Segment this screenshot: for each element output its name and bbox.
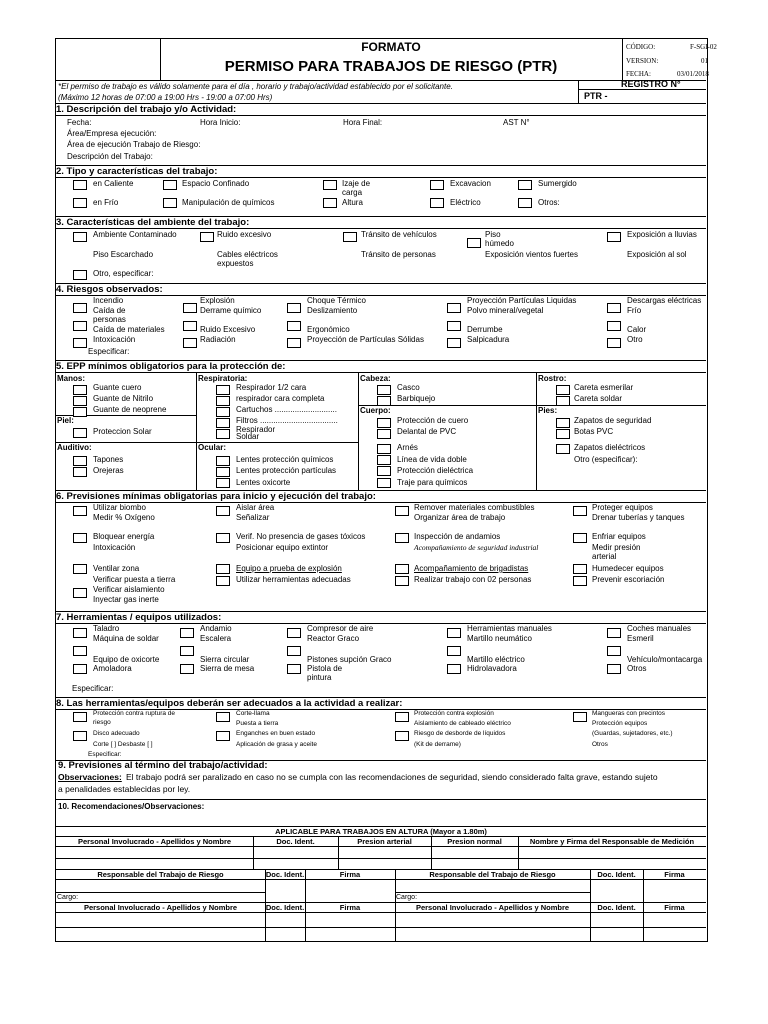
- option-label: Remover materiales combustibles: [414, 503, 535, 512]
- checkbox[interactable]: [287, 321, 301, 331]
- option-label: Choque Térmico: [307, 296, 366, 305]
- option-label: Riesgo de desborde de líquidos: [414, 730, 506, 737]
- validity-note: *El permiso de trabajo es válido solamente para el día , horario y trabajo/actividad establecido por el solicitante.: [58, 82, 453, 91]
- option-label: Derrame químico: [200, 306, 262, 315]
- option-label: Salpicadura: [467, 335, 510, 344]
- option-label: Taladro: [93, 624, 120, 633]
- checkbox[interactable]: [180, 646, 194, 656]
- option-label: (Guardas, sujetadores, etc.): [592, 730, 673, 737]
- checkbox[interactable]: [377, 466, 391, 476]
- checkbox[interactable]: [377, 478, 391, 488]
- option-label: Protección de cuero: [397, 416, 469, 425]
- checkbox[interactable]: [430, 180, 444, 190]
- option-label: Corte-llama: [236, 710, 270, 717]
- checkbox[interactable]: [73, 385, 87, 395]
- option-label: Protección contra ruptura de riesgo: [93, 710, 176, 726]
- area-empresa-label: Área/Empresa ejecución:: [67, 129, 157, 138]
- checkbox[interactable]: [73, 588, 87, 598]
- option-label: Verif. No presencia de gases tóxicos: [236, 532, 366, 541]
- col-doc: Doc. Ident.: [265, 903, 305, 912]
- checkbox[interactable]: [216, 385, 230, 395]
- piel-label: Piel:: [57, 416, 74, 425]
- col-firma: Firma: [664, 870, 685, 879]
- option-label: Vehículo/montacarga: [627, 655, 703, 664]
- observaciones-label: Observaciones:: [58, 772, 122, 782]
- fecha-value: 03/01/2018: [677, 70, 709, 78]
- option-label: Tránsito de vehículos: [361, 230, 437, 239]
- option-label: en Caliente: [93, 179, 134, 188]
- checkbox[interactable]: [556, 418, 570, 428]
- option-label: en Frío: [93, 198, 119, 207]
- checkbox[interactable]: [287, 338, 301, 348]
- checkbox[interactable]: [607, 646, 621, 656]
- option-label: Radiación: [200, 335, 236, 344]
- option-label: Tapones: [93, 455, 124, 464]
- checkbox[interactable]: [323, 180, 337, 190]
- option-label: Polvo mineral/vegetal: [467, 306, 544, 315]
- section-7-title: 7. Herramientas / equipos utilizados:: [56, 611, 706, 624]
- option-label: Máquina de soldar: [93, 634, 159, 643]
- checkbox[interactable]: [216, 506, 230, 516]
- option-label: Martillo neumático: [467, 634, 532, 643]
- option-label: Enfriar equipos: [592, 532, 646, 541]
- option-label: Botas PVC: [574, 427, 614, 436]
- option-label: Andamio: [200, 624, 232, 633]
- option-label: Protección contra explosión: [414, 710, 494, 717]
- option-label: Tránsito de personas: [361, 250, 436, 259]
- checkbox[interactable]: [183, 321, 197, 331]
- ptr-label[interactable]: PTR -: [584, 91, 608, 101]
- altura-table-title: APLICABLE PARA TRABAJOS EN ALTURA (Mayor a 1.80m): [275, 827, 487, 836]
- option-label: Piso húmedo: [485, 230, 514, 248]
- checkbox[interactable]: [607, 338, 621, 348]
- checkbox[interactable]: [73, 646, 87, 656]
- option-label: Careta soldar: [574, 394, 623, 403]
- checkbox[interactable]: [73, 232, 87, 242]
- option-label: Pistones supción Graco: [307, 655, 392, 664]
- checkbox[interactable]: [287, 303, 301, 313]
- option-label: Organizar área de trabajo: [414, 513, 506, 522]
- checkbox[interactable]: [395, 564, 409, 574]
- respiratoria-label: Respiratoria:: [198, 374, 248, 383]
- checkbox[interactable]: [377, 396, 391, 406]
- option-label: Acompañamiento de seguridad industrial: [414, 543, 539, 552]
- option-label: Prevenir escoriación: [592, 575, 665, 584]
- checkbox[interactable]: [73, 664, 87, 674]
- option-label: Exposición al sol: [627, 250, 687, 259]
- checkbox[interactable]: [180, 628, 194, 638]
- option-label: Sierra de mesa: [200, 664, 255, 673]
- checkbox[interactable]: [216, 407, 230, 417]
- checkbox[interactable]: [556, 396, 570, 406]
- checkbox[interactable]: [447, 321, 461, 331]
- checkbox[interactable]: [377, 418, 391, 428]
- checkbox[interactable]: [447, 628, 461, 638]
- option-label: Proteger equipos: [592, 503, 653, 512]
- option-label: Compresor de aire: [307, 624, 374, 633]
- option-label: Respirador Soldar: [236, 425, 276, 441]
- section-8-title: 8. Las herramientas/equipos deberán ser adecuados a la actividad a realizar:: [56, 697, 706, 710]
- option-label: Inyectar gas inerte: [93, 595, 159, 604]
- col-personal: Personal Involucrado - Apellidos y Nombre: [83, 903, 238, 912]
- col-doc: Doc. Ident.: [265, 870, 305, 879]
- checkbox[interactable]: [163, 198, 177, 208]
- descripcion-label: Descripción del Trabajo:: [67, 152, 153, 161]
- option-label: Equipo de oxicorte: [93, 655, 160, 664]
- checkbox[interactable]: [377, 455, 391, 465]
- checkbox[interactable]: [73, 321, 87, 331]
- cuerpo-label: Cuerpo:: [360, 406, 391, 415]
- option-label: Ambiente Contaminado: [93, 230, 177, 239]
- checkbox[interactable]: [395, 576, 409, 586]
- option-label: Protección equipos: [592, 720, 648, 727]
- checkbox[interactable]: [287, 664, 301, 674]
- option-label: Barbiquejo: [397, 394, 436, 403]
- section-10-title: 10. Recomendaciones/Observaciones:: [58, 802, 205, 811]
- checkbox[interactable]: [395, 506, 409, 516]
- page-title: PERMISO PARA TRABAJOS DE RIESGO (PTR): [224, 58, 558, 75]
- option-label: Otros:: [538, 198, 560, 207]
- checkbox[interactable]: [183, 338, 197, 348]
- option-label: Señalizar: [236, 513, 270, 522]
- checkbox[interactable]: [573, 506, 587, 516]
- option-label: Altura: [342, 198, 363, 207]
- option-label: Sumergido: [538, 179, 577, 188]
- option-label: Ruido excesivo: [217, 230, 272, 239]
- checkbox[interactable]: [73, 506, 87, 516]
- checkbox[interactable]: [377, 385, 391, 395]
- version-label: VERSION:: [626, 57, 659, 65]
- option-label: Guante de neoprene: [93, 405, 167, 414]
- observaciones-text-2: a penalidades establecidas por ley.: [58, 784, 191, 794]
- col-responsable: Responsable del Trabajo de Riesgo: [429, 870, 556, 879]
- checkbox[interactable]: [216, 456, 230, 466]
- option-label: Orejeras: [93, 466, 124, 475]
- col-presion-arterial: Presion arterial: [357, 837, 412, 846]
- checkbox[interactable]: [447, 303, 461, 313]
- col-responsable: Responsable del Trabajo de Riesgo: [97, 870, 224, 879]
- observaciones-text: El trabajo podrá ser paralizado en caso no se cumpla con las recomendaciones de seguridad, siendo considerado falta grave, estando sujeto: [126, 772, 658, 782]
- option-label: Verificar aislamiento: [93, 585, 165, 594]
- checkbox[interactable]: [73, 270, 87, 280]
- option-label: Puesta a tierra: [236, 720, 279, 727]
- checkbox[interactable]: [73, 428, 87, 438]
- manos-label: Manos:: [57, 374, 85, 383]
- checkbox[interactable]: [323, 198, 337, 208]
- option-label: Espacio Confinado: [182, 179, 250, 188]
- option-label: Izaje de carga: [342, 179, 371, 197]
- section-4-title: 4. Riesgos observados:: [56, 283, 706, 296]
- checkbox[interactable]: [607, 628, 621, 638]
- checkbox[interactable]: [447, 338, 461, 348]
- section-3-title: 3. Características del ambiente del trabajo:: [56, 216, 706, 229]
- checkbox[interactable]: [467, 238, 481, 248]
- specify-label: Especificar:: [88, 347, 130, 356]
- checkbox[interactable]: [216, 731, 230, 741]
- option-label: Martillo eléctrico: [467, 655, 525, 664]
- option-label: Arnés: [397, 443, 418, 452]
- rostro-label: Rostro:: [538, 374, 567, 383]
- option-label: Deslizamiento: [307, 306, 358, 315]
- option-label: Enganches en buen estado: [236, 730, 316, 737]
- option-label: Humedecer equipos: [592, 564, 664, 573]
- option-label: Guante de Nitrilo: [93, 394, 154, 403]
- checkbox[interactable]: [395, 731, 409, 741]
- option-label: Exposición vientos fuertes: [485, 250, 578, 259]
- option-label: Hidrolavadora: [467, 664, 517, 673]
- ast-label: AST N°: [503, 118, 530, 127]
- checkbox[interactable]: [73, 338, 87, 348]
- checkbox[interactable]: [343, 232, 357, 242]
- option-label: Ventilar zona: [93, 564, 140, 573]
- col-firma: Firma: [339, 870, 361, 879]
- fecha-label: FECHA:: [626, 70, 651, 78]
- option-label: Frío: [627, 306, 642, 315]
- cabeza-label: Cabeza:: [360, 374, 391, 383]
- option-label: Otro: [627, 335, 643, 344]
- checkbox[interactable]: [73, 731, 87, 741]
- option-label: Traje para químicos: [397, 478, 468, 487]
- checkbox[interactable]: [73, 407, 87, 417]
- option-label: Guante cuero: [93, 383, 142, 392]
- option-label: Reactor Graco: [307, 634, 360, 643]
- checkbox[interactable]: [556, 444, 570, 454]
- cargo-label: Cargo:: [396, 894, 418, 901]
- col-personal: Personal Involucrado - Apellidos y Nombre: [77, 837, 232, 846]
- checkbox[interactable]: [73, 467, 87, 477]
- option-label: Aplicación de grasa y aceite: [236, 741, 317, 748]
- option-label: Piso Escarchado: [93, 250, 154, 259]
- checkbox[interactable]: [287, 628, 301, 638]
- checkbox[interactable]: [73, 628, 87, 638]
- option-label: Bloquear energía: [93, 532, 155, 541]
- option-label: Caída de personas: [93, 306, 126, 324]
- option-label: Mangueras con precintos: [592, 710, 665, 717]
- codigo-label: CÓDIGO:: [626, 43, 656, 51]
- specify-label: Especificar:: [72, 684, 114, 693]
- section-9-title: 9. Previsiones al término del trabajo/actividad:: [58, 760, 268, 771]
- option-label: Exposición a lluvias: [627, 230, 697, 239]
- hora-final-label: Hora Final:: [343, 118, 383, 127]
- option-label: Corte [ ] Desbaste [ ]: [93, 741, 153, 748]
- option-label: Ruido Excesivo: [200, 325, 256, 334]
- checkbox[interactable]: [556, 385, 570, 395]
- option-label: Manipulación de químicos: [182, 198, 275, 207]
- codigo-value: F-SGI-02: [690, 43, 717, 51]
- checkbox[interactable]: [73, 456, 87, 466]
- col-personal: Personal Involucrado - Apellidos y Nombre: [415, 903, 570, 912]
- formato-label: FORMATO: [361, 40, 421, 54]
- option-label: Inspección de andamios: [414, 532, 501, 541]
- option-label: Disco adecuado: [93, 730, 140, 737]
- option-label: Casco: [397, 383, 420, 392]
- version-value: 01: [701, 57, 708, 65]
- checkbox[interactable]: [287, 646, 301, 656]
- option-label: Proyección de Partículas Sólidas: [307, 335, 424, 344]
- checkbox[interactable]: [573, 576, 587, 586]
- pies-label: Pies:: [538, 406, 558, 415]
- option-label: Caída de materiales: [93, 325, 165, 334]
- option-label: Delantal de PVC: [397, 427, 457, 436]
- col-doc: Doc. Ident.: [597, 870, 636, 879]
- option-label: Aislamiento de cableado eléctrico: [414, 720, 511, 727]
- option-label: Línea de vida doble: [397, 455, 467, 464]
- checkbox[interactable]: [430, 198, 444, 208]
- option-label: Lentes oxicorte: [236, 478, 291, 487]
- section-1-title: 1. Descripción del trabajo y/o Actividad:: [56, 103, 706, 116]
- option-label: Careta esmerilar: [574, 383, 634, 392]
- checkbox[interactable]: [73, 564, 87, 574]
- option-label: Intoxicación: [93, 543, 136, 552]
- checkbox[interactable]: [573, 564, 587, 574]
- option-label: Descargas eléctricas: [627, 296, 702, 305]
- option-label: Pistola de pintura: [307, 664, 343, 682]
- checkbox[interactable]: [216, 418, 230, 428]
- checkbox[interactable]: [200, 232, 214, 242]
- option-label: Otro (especificar):: [574, 455, 638, 464]
- option-label: Herramientas manuales: [467, 624, 552, 633]
- option-label: Coches manuales: [627, 624, 692, 633]
- checkbox[interactable]: [573, 533, 587, 543]
- checkbox[interactable]: [447, 664, 461, 674]
- option-label: Posicionar equipo extintor: [236, 543, 329, 552]
- checkbox[interactable]: [216, 467, 230, 477]
- option-label: Zapatos dieléctricos: [574, 443, 646, 452]
- checkbox[interactable]: [518, 180, 532, 190]
- checkbox[interactable]: [573, 712, 587, 722]
- checkbox[interactable]: [216, 396, 230, 406]
- checkbox[interactable]: [607, 321, 621, 331]
- option-label: Sierra circular: [200, 655, 250, 664]
- option-label: Explosión: [200, 296, 235, 305]
- specify-label: Especificar:: [88, 751, 122, 758]
- hora-inicio-label: Hora Inicio:: [200, 118, 241, 127]
- section-2-title: 2. Tipo y características del trabajo:: [56, 165, 706, 178]
- option-label: Cables eléctricos expuestos: [217, 250, 278, 268]
- cargo-label: Cargo:: [57, 894, 79, 901]
- col-presion-normal: Presion normal: [447, 837, 502, 846]
- col-doc: Doc. Ident.: [276, 837, 315, 846]
- option-label: (Kit de derrame): [414, 741, 461, 748]
- option-label: Proteccion Solar: [93, 427, 152, 436]
- checkbox[interactable]: [73, 533, 87, 543]
- option-label: Filtros ...................................: [236, 416, 338, 425]
- option-label: Cartuchos ............................: [236, 405, 337, 414]
- checkbox[interactable]: [216, 712, 230, 722]
- checkbox[interactable]: [216, 564, 230, 574]
- checkbox[interactable]: [607, 664, 621, 674]
- option-label: Otro, especificar:: [93, 269, 154, 278]
- option-label: Medir presión arterial: [592, 543, 641, 561]
- checkbox[interactable]: [216, 576, 230, 586]
- option-label: Realizar trabajo con 02 personas: [414, 575, 532, 584]
- checkbox[interactable]: [73, 712, 87, 722]
- section-6-title: 6. Previsiones mínimas obligatorias para inicio y ejecución del trabajo:: [56, 490, 706, 503]
- checkbox[interactable]: [216, 533, 230, 543]
- option-label: Acompañamiento de brigadistas: [414, 564, 529, 573]
- checkbox[interactable]: [183, 303, 197, 313]
- col-firma: Firma: [339, 903, 361, 912]
- option-label: respirador cara completa: [236, 394, 325, 403]
- option-label: Medir % Oxígeno: [93, 513, 155, 522]
- checkbox[interactable]: [607, 303, 621, 313]
- registro-label: REGISTRO N°: [621, 79, 681, 89]
- option-label: Derrumbe: [467, 325, 503, 334]
- option-label: Protección dieléctrica: [397, 466, 474, 475]
- option-label: Calor: [627, 325, 647, 334]
- section-5-title: 5. EPP mínimos obligatorios para la protección de:: [56, 360, 706, 373]
- hours-note: (Máximo 12 horas de 07:00 a 19:00 Hrs - 19:00 a 07:00 Hrs): [58, 93, 273, 102]
- option-label: Utilizar herramientas adecuadas: [236, 575, 351, 584]
- checkbox[interactable]: [73, 396, 87, 406]
- area-riesgo-label: Área de ejecución Trabajo de Riesgo:: [67, 140, 201, 149]
- checkbox[interactable]: [73, 198, 87, 208]
- checkbox[interactable]: [377, 429, 391, 439]
- checkbox[interactable]: [395, 533, 409, 543]
- checkbox[interactable]: [377, 444, 391, 454]
- option-label: Amoladora: [93, 664, 132, 673]
- checkbox[interactable]: [216, 478, 230, 488]
- col-responsable-medicion: Nombre y Firma del Responsable de Medición: [529, 837, 695, 846]
- checkbox[interactable]: [395, 712, 409, 722]
- option-label: Eléctrico: [450, 198, 481, 207]
- col-firma: Firma: [664, 903, 685, 912]
- option-label: Escalera: [200, 634, 232, 643]
- option-label: Otros: [627, 664, 647, 673]
- option-label: Incendio: [93, 296, 124, 305]
- option-label: Lentes protección partículas: [236, 466, 337, 475]
- checkbox[interactable]: [180, 664, 194, 674]
- option-label: Utilizar biombo: [93, 503, 146, 512]
- option-label: Respirador 1/2 cara: [236, 383, 307, 392]
- checkbox[interactable]: [163, 180, 177, 190]
- fecha-field-label: Fecha:: [67, 118, 92, 127]
- checkbox[interactable]: [607, 232, 621, 242]
- option-label: Lentes protección químicos: [236, 455, 334, 464]
- option-label: Excavacion: [450, 179, 491, 188]
- col-doc: Doc. Ident.: [597, 903, 636, 912]
- checkbox[interactable]: [447, 646, 461, 656]
- option-label: Aislar área: [236, 503, 275, 512]
- checkbox[interactable]: [518, 198, 532, 208]
- ocular-label: Ocular:: [198, 443, 227, 452]
- option-label: Drenar tuberías y tanques: [592, 513, 685, 522]
- option-label: Zapatos de seguridad: [574, 416, 652, 425]
- checkbox[interactable]: [73, 180, 87, 190]
- auditivo-label: Auditivo:: [57, 443, 92, 452]
- option-label: Proyección Partículas Liquidas: [467, 296, 577, 305]
- option-label: Verificar puesta a tierra: [93, 575, 176, 584]
- checkbox[interactable]: [556, 429, 570, 439]
- checkbox[interactable]: [73, 303, 87, 313]
- option-label: Equipo a prueba de explosión: [236, 564, 342, 573]
- checkbox[interactable]: [216, 429, 230, 439]
- option-label: Intoxicación: [93, 335, 136, 344]
- option-label: Ergonómico: [307, 325, 350, 334]
- option-label: Otros: [592, 741, 608, 748]
- option-label: Esmeril: [627, 634, 654, 643]
